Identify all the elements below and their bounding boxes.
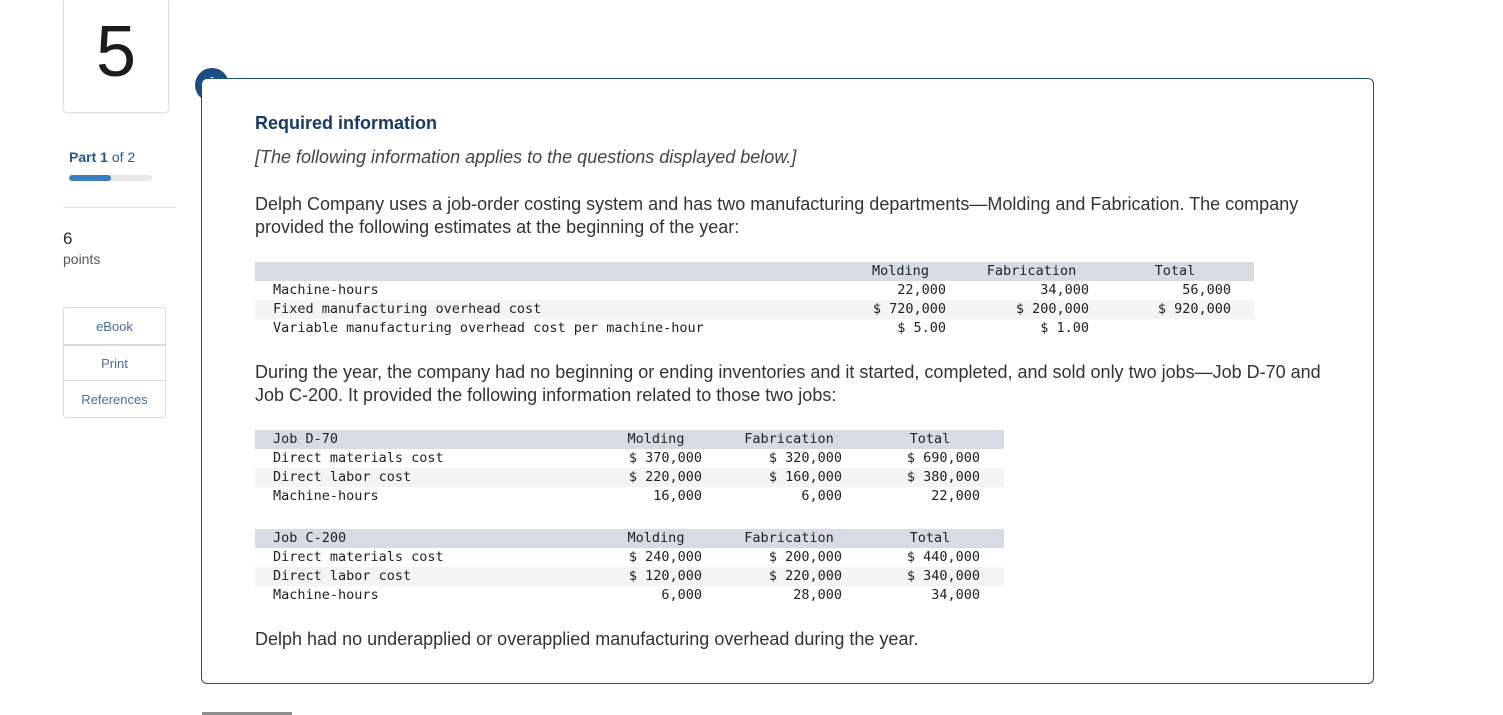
cell-pad bbox=[980, 548, 1004, 567]
points-value: 6 bbox=[63, 229, 73, 248]
row-label: Machine-hours bbox=[273, 282, 379, 298]
ebook-button[interactable]: eBook bbox=[63, 307, 166, 345]
cell-fabrication: $ 200,000 bbox=[768, 549, 842, 565]
cell-molding: $ 5.00 bbox=[897, 320, 946, 336]
table-header-row bbox=[255, 430, 1004, 449]
cell-pad bbox=[1231, 319, 1254, 338]
cell-pad bbox=[980, 487, 1004, 506]
job-title: Job D-70 bbox=[255, 430, 610, 449]
cell-molding: 22,000 bbox=[897, 282, 946, 298]
panel-title: Required information bbox=[255, 113, 438, 133]
cell-pad bbox=[980, 586, 1004, 605]
table-header-row bbox=[255, 529, 1004, 548]
cell-total: $ 440,000 bbox=[906, 549, 980, 565]
cell-total: 34,000 bbox=[931, 587, 980, 603]
part-current: 1 bbox=[100, 149, 108, 165]
cell-pad bbox=[980, 468, 1004, 487]
part-word: Part bbox=[69, 149, 97, 165]
cell-total: 22,000 bbox=[931, 488, 980, 504]
estimates-table bbox=[255, 262, 1254, 338]
table-row bbox=[255, 281, 1254, 300]
header-fabrication: Fabrication bbox=[702, 430, 842, 449]
header-total: Total bbox=[842, 430, 980, 449]
intro-paragraph: Delph Company uses a job-order costing system and has two manufacturing departments—Molding and Fabrication. The company provided the following estimates at the beginning of the year: bbox=[255, 194, 1299, 237]
cell-molding: $ 120,000 bbox=[610, 567, 702, 586]
jobs-paragraph: During the year, the company had no beginning or ending inventories and it started, completed, and sold only two jobs—Job D-70 and Job C-200. It provided the following information related to those two jobs: bbox=[255, 362, 1321, 405]
cell-fabrication: $ 320,000 bbox=[768, 450, 842, 466]
table-row bbox=[255, 487, 1004, 506]
cell-total: $ 340,000 bbox=[842, 567, 980, 586]
panel-subtitle: [The following information applies to the questions displayed below.] bbox=[255, 147, 797, 167]
cell-total: $ 380,000 bbox=[842, 468, 980, 487]
cell-total: 56,000 bbox=[1182, 282, 1231, 298]
cell-total: $ 690,000 bbox=[906, 450, 980, 466]
cell-molding: 16,000 bbox=[653, 488, 702, 504]
cell-pad bbox=[980, 567, 1004, 586]
cell-total: $ 920,000 bbox=[1089, 300, 1231, 319]
cell-molding: $ 240,000 bbox=[628, 549, 702, 565]
references-button[interactable]: References bbox=[63, 380, 166, 418]
table-row bbox=[255, 586, 1004, 605]
job-c200-table bbox=[255, 529, 1004, 605]
table-row bbox=[255, 567, 1004, 586]
cell-pad bbox=[1231, 281, 1254, 300]
points-label: points bbox=[63, 251, 101, 267]
table-row bbox=[255, 300, 1254, 319]
header-total: Total bbox=[1089, 262, 1231, 281]
part-of: of 2 bbox=[111, 149, 136, 165]
table-row bbox=[255, 468, 1004, 487]
header-molding: Molding bbox=[855, 262, 946, 281]
header-molding: Molding bbox=[610, 529, 702, 548]
closing-paragraph: Delph had no underapplied or overapplied manufacturing overhead during the year. bbox=[255, 629, 919, 649]
table-row bbox=[255, 548, 1004, 567]
cell-pad bbox=[1231, 300, 1254, 319]
row-label: Direct materials cost bbox=[273, 450, 444, 466]
job-title: Job C-200 bbox=[255, 529, 610, 548]
cut-off-heading-fragment bbox=[202, 706, 292, 715]
row-label: Fixed manufacturing overhead cost bbox=[255, 300, 855, 319]
header-fabrication: Fabrication bbox=[702, 529, 842, 548]
part-progress-bar bbox=[69, 175, 152, 181]
sidebar-divider bbox=[63, 207, 176, 208]
header-molding: Molding bbox=[610, 430, 702, 449]
cell-molding: $ 220,000 bbox=[610, 468, 702, 487]
cell-fabrication: $ 160,000 bbox=[702, 468, 842, 487]
cell-fabrication: 6,000 bbox=[801, 488, 842, 504]
row-label: Machine-hours bbox=[273, 587, 379, 603]
cell-fabrication: $ 1.00 bbox=[1040, 320, 1089, 336]
part-indicator bbox=[69, 149, 135, 165]
header-blank bbox=[255, 262, 855, 281]
job-d70-table bbox=[255, 430, 1004, 506]
cell-fabrication: $ 200,000 bbox=[946, 300, 1089, 319]
row-label: Direct materials cost bbox=[273, 549, 444, 565]
question-number: 5 bbox=[95, 12, 137, 92]
cell-pad bbox=[980, 449, 1004, 468]
part-progress-fill bbox=[69, 175, 111, 181]
row-label: Variable manufacturing overhead cost per machine-hour bbox=[273, 320, 704, 336]
cell-molding: $ 720,000 bbox=[855, 300, 946, 319]
header-pad bbox=[980, 529, 1004, 548]
header-pad bbox=[980, 430, 1004, 449]
row-label: Machine-hours bbox=[273, 488, 379, 504]
row-label: Direct labor cost bbox=[255, 567, 610, 586]
required-information-panel bbox=[201, 78, 1374, 684]
cell-fabrication: 34,000 bbox=[1040, 282, 1089, 298]
header-total: Total bbox=[842, 529, 980, 548]
question-number-box bbox=[63, 0, 169, 113]
row-label: Direct labor cost bbox=[255, 468, 610, 487]
header-fabrication: Fabrication bbox=[946, 262, 1089, 281]
cell-molding: $ 370,000 bbox=[628, 450, 702, 466]
table-row bbox=[255, 319, 1254, 338]
header-pad bbox=[1231, 262, 1254, 281]
cell-fabrication: $ 220,000 bbox=[702, 567, 842, 586]
table-header-row bbox=[255, 262, 1254, 281]
print-button[interactable]: Print bbox=[63, 345, 166, 381]
table-row bbox=[255, 449, 1004, 468]
cell-molding: 6,000 bbox=[661, 587, 702, 603]
cell-fabrication: 28,000 bbox=[793, 587, 842, 603]
cell-total bbox=[1089, 319, 1231, 338]
